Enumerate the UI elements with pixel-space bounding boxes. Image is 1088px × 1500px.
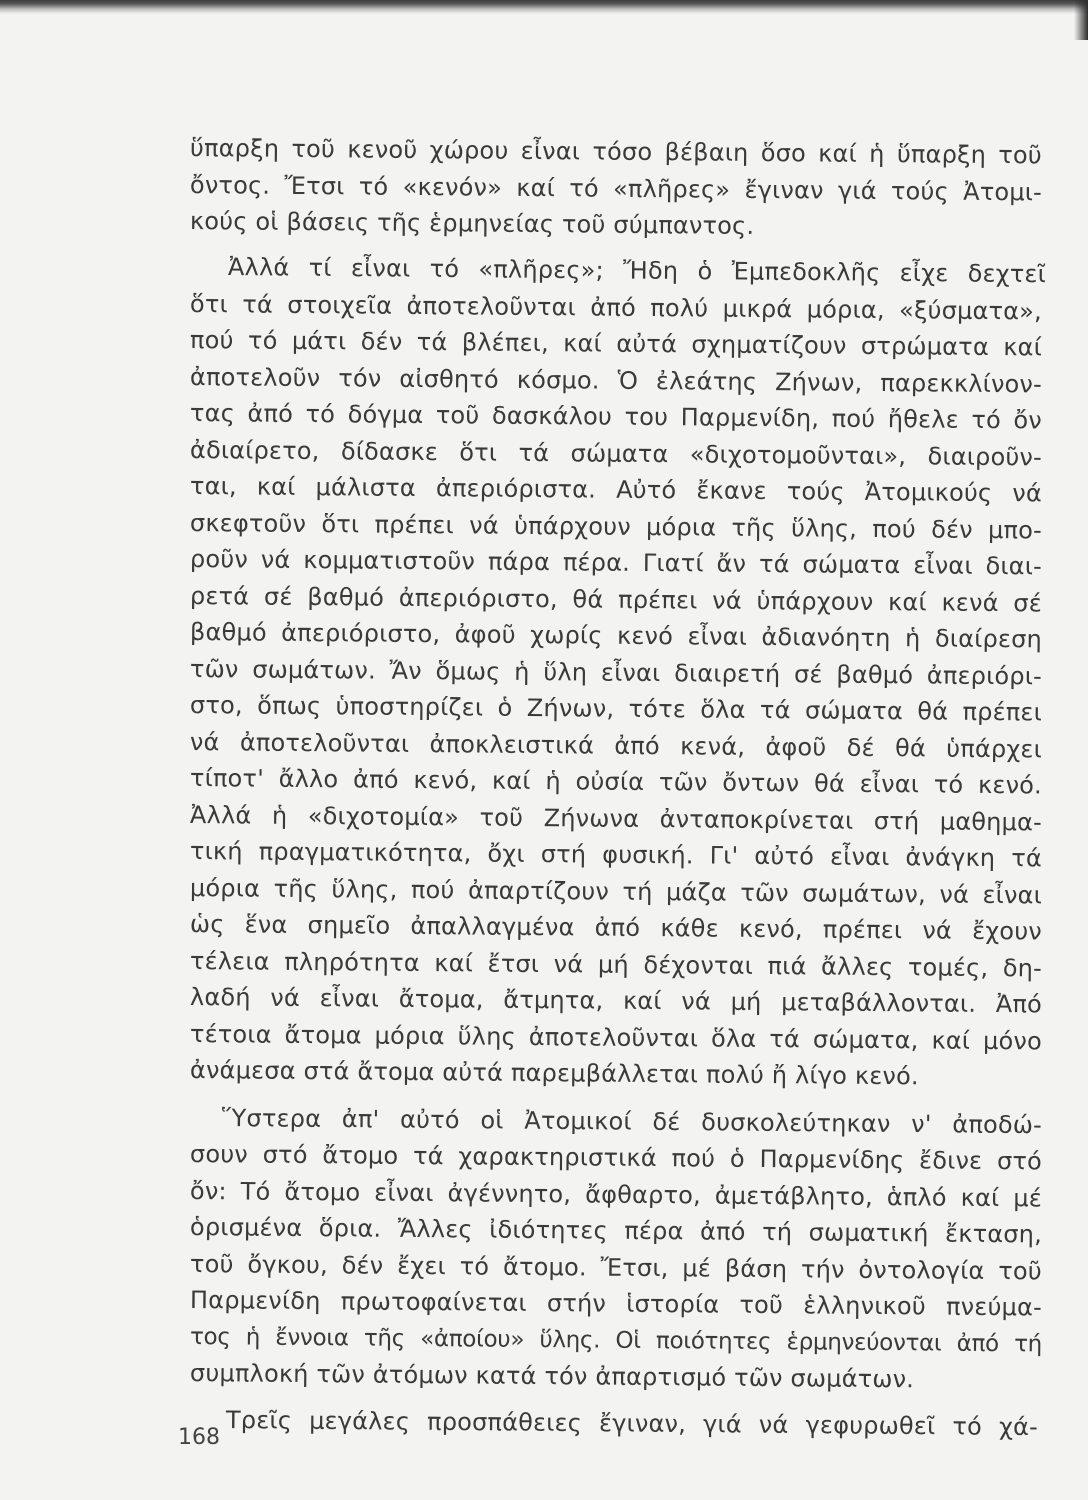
text-line: Ἀλλά τί εἶναι τό «πλῆρες»; Ἤδη ὁ Ἐμπεδοκλῆς εἶχε δεχτεῖ <box>227 253 1047 289</box>
text-line: Ὕστερα ἀπ' αὐτό οἱ Ἀτομικοί δέ δυσκολεύτηκαν ν' ἀποδώ- <box>221 1104 1043 1140</box>
text-line: νά ἀποτελοῦνται ἀποκλειστικά ἀπό κενά, ἀφοῦ δέ θά ὑπάρχει <box>189 728 1043 764</box>
text-line: βαθμό ἀπεριόριστο, ἀφοῦ χωρίς κενό εἶναι ἀδιανόητη ἡ διαίρεση <box>189 618 1043 654</box>
text-line: μόρια τῆς ὕλης, πού ἀπαρτίζουν τή μάζα τῶν σωμάτων, νά εἶναι <box>189 874 1043 910</box>
text-line: λαδή νά εἶναι ἄτομα, ἄτμητα, καί νά μή μεταβάλλονται. Ἀπό <box>189 983 1043 1019</box>
text-line: Τρεῖς μεγάλες προσπάθειες ἔγιναν, γιά νά γεφυρωθεῖ τό χά- <box>225 1406 1039 1442</box>
text-line: Ἀλλά ἡ «διχοτομία» τοῦ Ζήνωνα ἀνταποκρίνεται στή μαθημα- <box>189 801 1043 837</box>
text-line: ἀνάμεσα στά ἄτομα αὐτά παρεμβάλλεται πολύ ἤ λίγο κενό. <box>189 1056 919 1091</box>
text-line: τίποτ' ἄλλο ἀπό κενό, καί ἡ οὐσία τῶν ὄντων θά εἶναι τό κενό. <box>189 764 1043 800</box>
text-line: ὡς ἕνα σημεῖο ἀπαλλαγμένα ἀπό κάθε κενό, πρέπει νά ἔχουν <box>189 910 1043 946</box>
text-line: σκεφτοῦν ὅτι πρέπει νά ὑπάρχουν μόρια τῆς ὕλης, πού δέν μπο- <box>189 509 1043 545</box>
text-line: ροῦν νά κομματιστοῦν πάρα πέρα. Γιατί ἄν τά σώματα εἶναι διαι- <box>189 545 1043 581</box>
text-line: ὄν: Τό ἄτομο εἶναι ἀγέννητο, ἄφθαρτο, ἀμετάβλητο, ἁπλό καί μέ <box>189 1177 1043 1213</box>
text-line: Παρμενίδη πρωτοφαίνεται στήν ἱστορία τοῦ ἑλληνικοῦ πνεύμα- <box>189 1286 1043 1322</box>
text-line: πού τό μάτι δέν τά βλέπει, καί αὐτά σχηματίζουν στρώματα καί <box>189 326 1043 362</box>
text-line: ἀποτελοῦν τόν αἰσθητό κόσμο. Ὁ ἐλεάτης Ζήνων, παρεκκλίνον- <box>189 363 1043 399</box>
text-line: ἀδιαίρετο, δίδασκε ὅτι τά σώματα «διχοτομοῦνται», διαιροῦν- <box>189 436 1043 472</box>
text-line: συμπλοκή τῶν ἀτόμων κατά τόν ἀπαρτισμό τῶν σωμάτων. <box>189 1359 915 1394</box>
text-line: τος ἡ ἔννοια τῆς «ἀποίου» ὕλης. Οἱ ποιότητες ἑρμηνεύονται ἀπό τή <box>189 1324 1043 1358</box>
text-line: σουν στό ἄτομο τά χαρακτηριστικά πού ὁ Παρμενίδης ἔδινε στό <box>189 1140 1043 1176</box>
text-line: ὄντος. Ἔτσι τό «κενόν» καί τό «πλῆρες» ἔγιναν γιά τούς Ἀτομι- <box>189 171 1043 207</box>
text-line: ὅτι τά στοιχεῖα ἀποτελοῦνται ἀπό πολύ μικρά μόρια, «ξύσματα», <box>189 290 1043 326</box>
text-line: τέλεια πληρότητα καί ἔτσι νά μή δέχονται πιά ἄλλες τομές, δη- <box>189 947 1043 983</box>
text-line: στο, ὅπως ὑποστηρίζει ὁ Ζήνων, τότε ὅλα τά σώματα θά πρέπει <box>189 691 1043 727</box>
page-number: 168 <box>178 1425 220 1450</box>
text-line: ὕπαρξη τοῦ κενοῦ χώρου εἶναι τόσο βέβαιη ὅσο καί ἡ ὕπαρξη τοῦ <box>189 134 1043 170</box>
text-line: ται, καί μάλιστα ἀπεριόριστα. Αὐτό ἔκανε τούς Ἀτομικούς νά <box>189 472 1043 508</box>
text-line: τας ἀπό τό δόγμα τοῦ δασκάλου του Παρμενίδη, πού ἤθελε τό ὄν <box>189 399 1043 435</box>
text-line: κούς οἱ βάσεις τῆς ἑρμηνείας τοῦ σύμπαντος. <box>189 207 755 240</box>
text-line: ρετά σέ βαθμό ἀπεριόριστο, θά πρέπει νά ὑπάρχουν καί κενά σέ <box>189 582 1043 618</box>
text-line: τῶν σωμάτων. Ἄν ὅμως ἡ ὕλη εἶναι διαιρετή σέ βαθμό ἀπεριόρι- <box>189 655 1043 691</box>
text-line: τοῦ ὄγκου, δέν ἔχει τό ἄτομο. Ἔτσι, μέ βάση τήν ὀντολογία τοῦ <box>189 1250 1043 1286</box>
text-line: τική πραγματικότητα, ὄχι στή φυσική. Γι' αὐτό εἶναι ἀνάγκη τά <box>189 837 1043 873</box>
text-line: ὁρισμένα ὅρια. Ἄλλες ἰδιότητες πέρα ἀπό τή σωματική ἔκταση, <box>189 1213 1043 1249</box>
text-line: τέτοια ἄτομα μόρια ὕλης ἀποτελοῦνται ὅλα τά σώματα, καί μόνο <box>189 1020 1043 1056</box>
